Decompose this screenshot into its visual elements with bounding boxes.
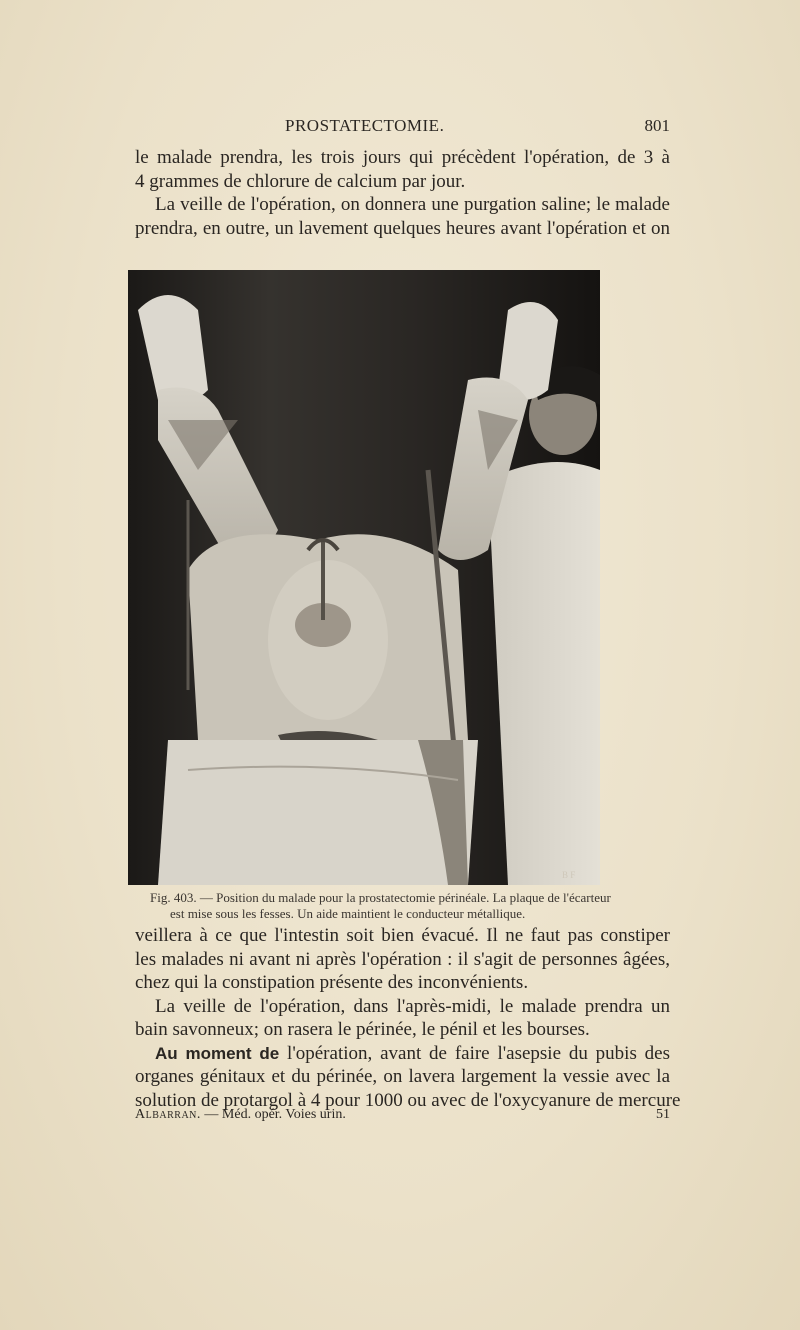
running-title: PROSTATECTOMIE.	[285, 116, 445, 135]
text-line: bain savonneux; on rasera le périnée, le pénil et les bourses.	[135, 1019, 590, 1040]
text-line: veillera à ce que l'intestin soit bien évacué. Il ne faut pas constiper	[135, 925, 670, 946]
text-line: organes génitaux et du périnée, on lavera largement la vessie avec la	[135, 1066, 670, 1087]
caption-line: Fig. 403. — Position du malade pour la prostatectomie périnéale. La plaque de l'écarteur	[150, 890, 611, 905]
figure-caption	[150, 890, 670, 922]
text-line-with-lead	[135, 1042, 670, 1066]
text-line: 4 grammes de chlorure de calcium par jour.	[135, 170, 466, 192]
text-line-rest: l'opération, avant de faire l'asepsie du pubis des	[287, 1042, 670, 1064]
text-line: le malade prendra, les trois jours qui précèdent l'opération, de 3 à	[135, 147, 670, 168]
text-line: prendra, en outre, un lavement quelques heures avant l'opération et on	[135, 217, 670, 239]
text-line: solution de protargol à 4 pour 1000 ou avec de l'oxycyanure de mercure	[135, 1089, 681, 1111]
text-line: La veille de l'opération, dans l'après-midi, le malade prendra un	[155, 995, 670, 1017]
bold-lead-text: Au moment de	[155, 1043, 280, 1063]
paragraph-top	[135, 146, 670, 240]
page-footer	[135, 1107, 670, 1127]
footer-signature: 51	[656, 1107, 670, 1122]
footer-title: — Méd. opér. Voies urin.	[200, 1107, 346, 1122]
paragraph-bottom	[135, 924, 681, 1112]
footer-author: Albarran.	[135, 1107, 201, 1122]
figure-corner-mark: B F	[562, 870, 576, 880]
text-line: les malades ni avant ni après l'opération : il s'agit de personnes âgées,	[135, 948, 670, 970]
text-line: La veille de l'opération, on donnera une purgation saline; le malade	[155, 194, 670, 215]
figure-photograph	[128, 270, 600, 885]
page-header	[135, 116, 670, 138]
photograph-illustration	[128, 270, 600, 885]
page-number: 801	[644, 116, 670, 135]
text-line: chez qui la constipation présente des inconvénients.	[135, 972, 529, 993]
footer-citation	[135, 1107, 346, 1123]
caption-line: est mise sous les fesses. Un aide maintient le conducteur métallique.	[170, 906, 526, 921]
